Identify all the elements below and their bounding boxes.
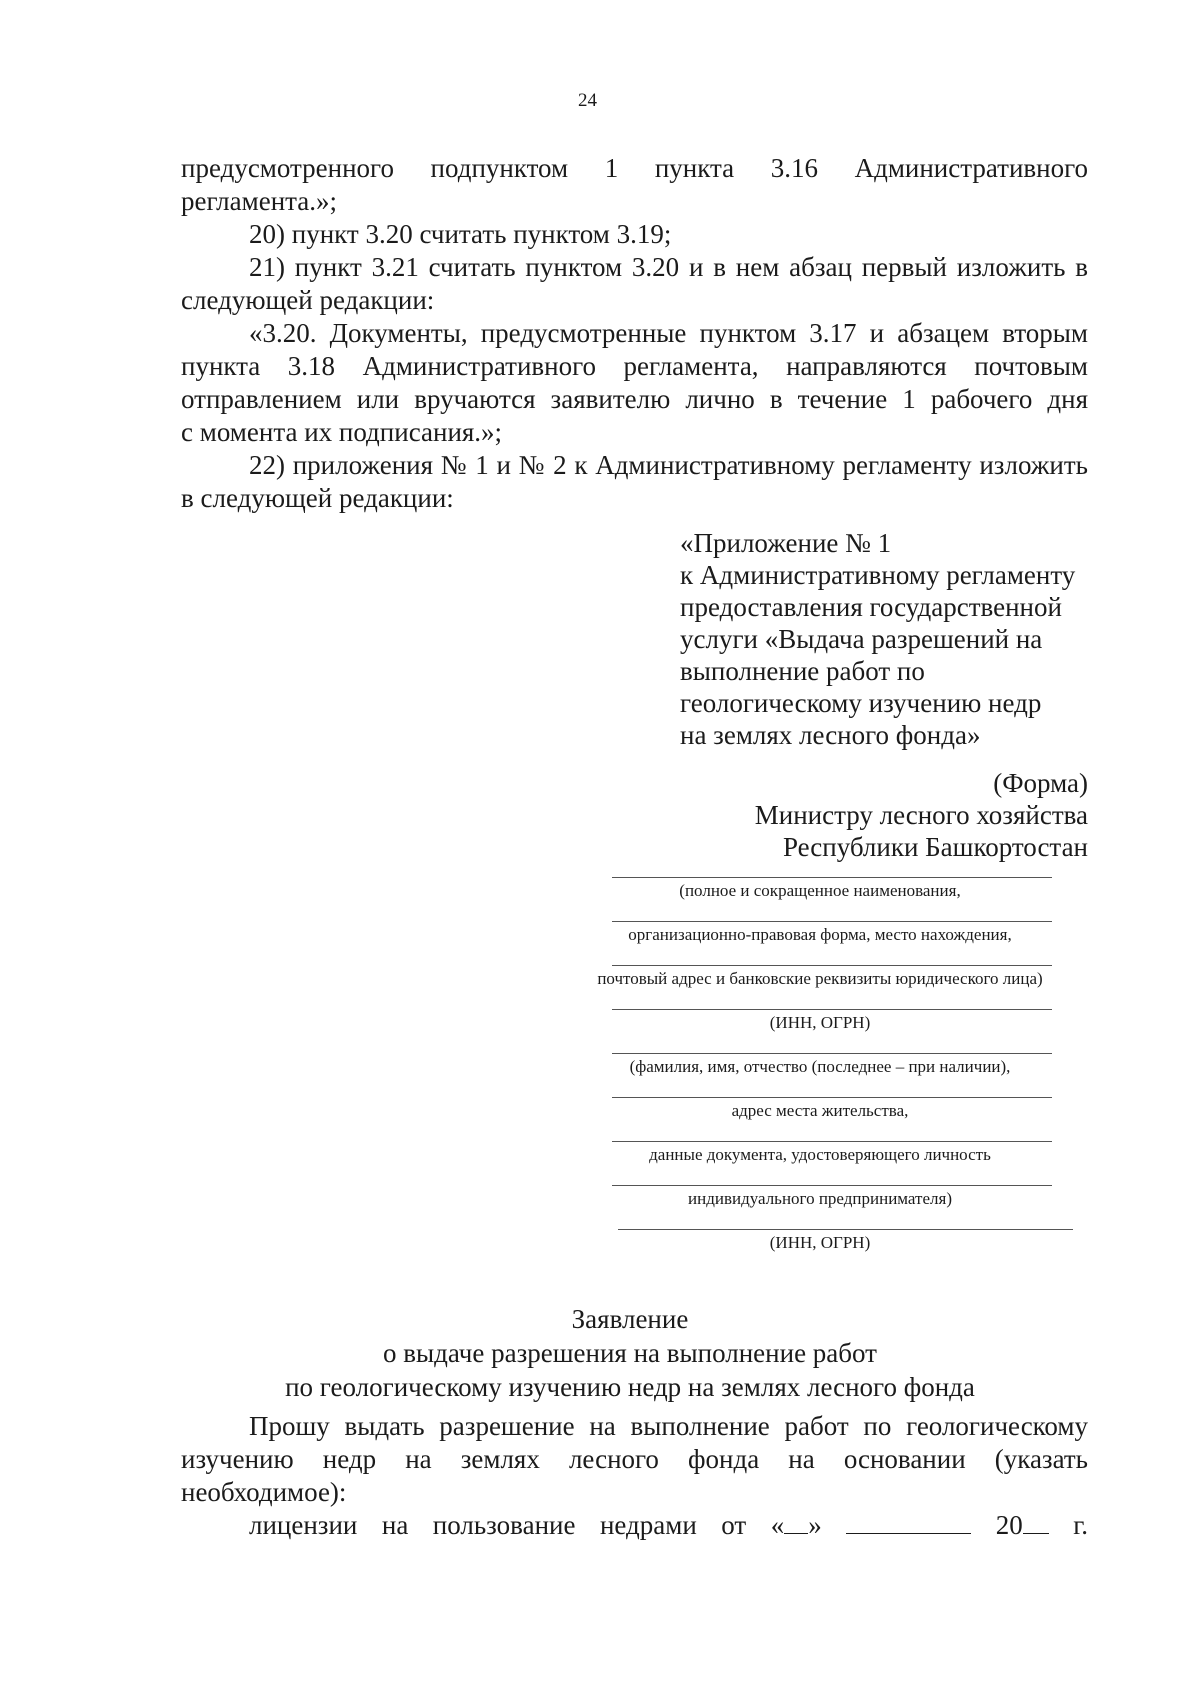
applicant-field — [560, 961, 1080, 1005]
blank-line — [618, 1229, 1073, 1230]
field-caption: адрес места жительства, — [731, 1101, 909, 1120]
amendment-text — [181, 152, 1088, 515]
recipient-block — [755, 767, 1088, 863]
appendix-line: на землях лесного фонда» — [680, 720, 981, 750]
applicant-field — [560, 873, 1080, 917]
license-line — [181, 1509, 1088, 1542]
paragraph-line: Прошу выдать разрешение на выполнение работ по геологическому — [249, 1411, 1088, 1441]
field-caption: (ИНН, ОГРН) — [769, 1013, 871, 1032]
applicant-field — [560, 1181, 1080, 1225]
month-blank — [846, 1511, 971, 1534]
heading-title: Заявление — [571, 1304, 689, 1334]
field-caption: (фамилия, имя, отчество (последнее – при наличии), — [629, 1057, 1011, 1076]
paragraph-line: с момента их подписания.»; — [181, 417, 503, 447]
applicant-field — [560, 917, 1080, 961]
paragraph-line: 22) приложения № 1 и № 2 к Административному регламенту изложить — [249, 450, 1088, 480]
field-caption: организационно-правовая форма, место нахождения, — [628, 925, 1012, 944]
license-label: лицензии на пользование недрами от — [249, 1510, 747, 1540]
appendix-header — [680, 527, 1075, 751]
form-label: (Форма) — [993, 768, 1088, 798]
applicant-field — [560, 1005, 1080, 1049]
year-suffix: г. — [1073, 1510, 1088, 1540]
blank-line — [612, 921, 1052, 922]
field-caption: (ИНН, ОГРН) — [769, 1233, 871, 1252]
application-heading — [0, 1302, 1200, 1404]
appendix-line: услуги «Выдача разрешений на — [680, 624, 1043, 654]
field-caption: почтовый адрес и банковские реквизиты юридического лица) — [597, 969, 1043, 988]
blank-line — [612, 877, 1052, 878]
blank-line — [612, 1009, 1052, 1010]
paragraph-line: 21) пункт 3.21 считать пунктом 3.20 и в нем абзац первый изложить в — [249, 252, 1088, 282]
paragraph-line: в следующей редакции: — [181, 483, 454, 513]
paragraph-line: «3.20. Документы, предусмотренные пунктом 3.17 и абзацем вторым — [249, 318, 1088, 348]
paragraph-line: регламента.»; — [181, 186, 338, 216]
appendix-line: «Приложение № 1 — [680, 528, 892, 558]
applicant-field — [560, 1225, 1080, 1269]
year-blank — [1023, 1511, 1049, 1534]
blank-line — [612, 1097, 1052, 1098]
appendix-line: предоставления государственной — [680, 592, 1062, 622]
appendix-line: выполнение работ по — [680, 656, 925, 686]
recipient-line: Министру лесного хозяйства — [754, 800, 1088, 830]
blank-line — [612, 1053, 1052, 1054]
open-quote: « — [770, 1510, 785, 1540]
page-number: 24 — [578, 90, 597, 111]
recipient-line: Республики Башкортостан — [782, 832, 1088, 862]
field-caption: (полное и сокращенное наименования, — [679, 881, 961, 900]
blank-line — [612, 1185, 1052, 1186]
paragraph-line: отправлением или вручаются заявителю лично в течение 1 рабочего дня — [181, 384, 1088, 414]
field-caption: индивидуального предпринимателя) — [688, 1189, 952, 1208]
request-text — [181, 1410, 1088, 1542]
paragraph-line: 20) пункт 3.20 считать пунктом 3.19; — [249, 219, 672, 249]
applicant-field — [560, 1093, 1080, 1137]
applicant-field — [560, 1049, 1080, 1093]
blank-line — [612, 1141, 1052, 1142]
applicant-fields — [560, 873, 1080, 1269]
blank-line — [612, 965, 1052, 966]
paragraph-line: пункта 3.18 Административного регламента, направляются почтовым — [181, 351, 1088, 381]
field-caption: данные документа, удостоверяющего личность — [649, 1145, 991, 1164]
day-blank — [784, 1511, 808, 1534]
paragraph-line: изучению недр на землях лесного фонда на основании (указать — [181, 1444, 1088, 1474]
heading-line: по геологическому изучению недр на землях лесного фонда — [285, 1372, 975, 1402]
heading-line: о выдаче разрешения на выполнение работ — [383, 1338, 877, 1368]
year-prefix: 20 — [995, 1510, 1023, 1540]
appendix-line: геологическому изучению недр — [680, 688, 1042, 718]
paragraph-line: следующей редакции: — [181, 285, 435, 315]
close-quote: » — [808, 1510, 822, 1540]
applicant-field — [560, 1137, 1080, 1181]
appendix-line: к Административному регламенту — [680, 560, 1076, 590]
paragraph-line: необходимое): — [181, 1477, 347, 1507]
paragraph-line: предусмотренного подпунктом 1 пункта 3.16 Административного — [181, 153, 1088, 183]
